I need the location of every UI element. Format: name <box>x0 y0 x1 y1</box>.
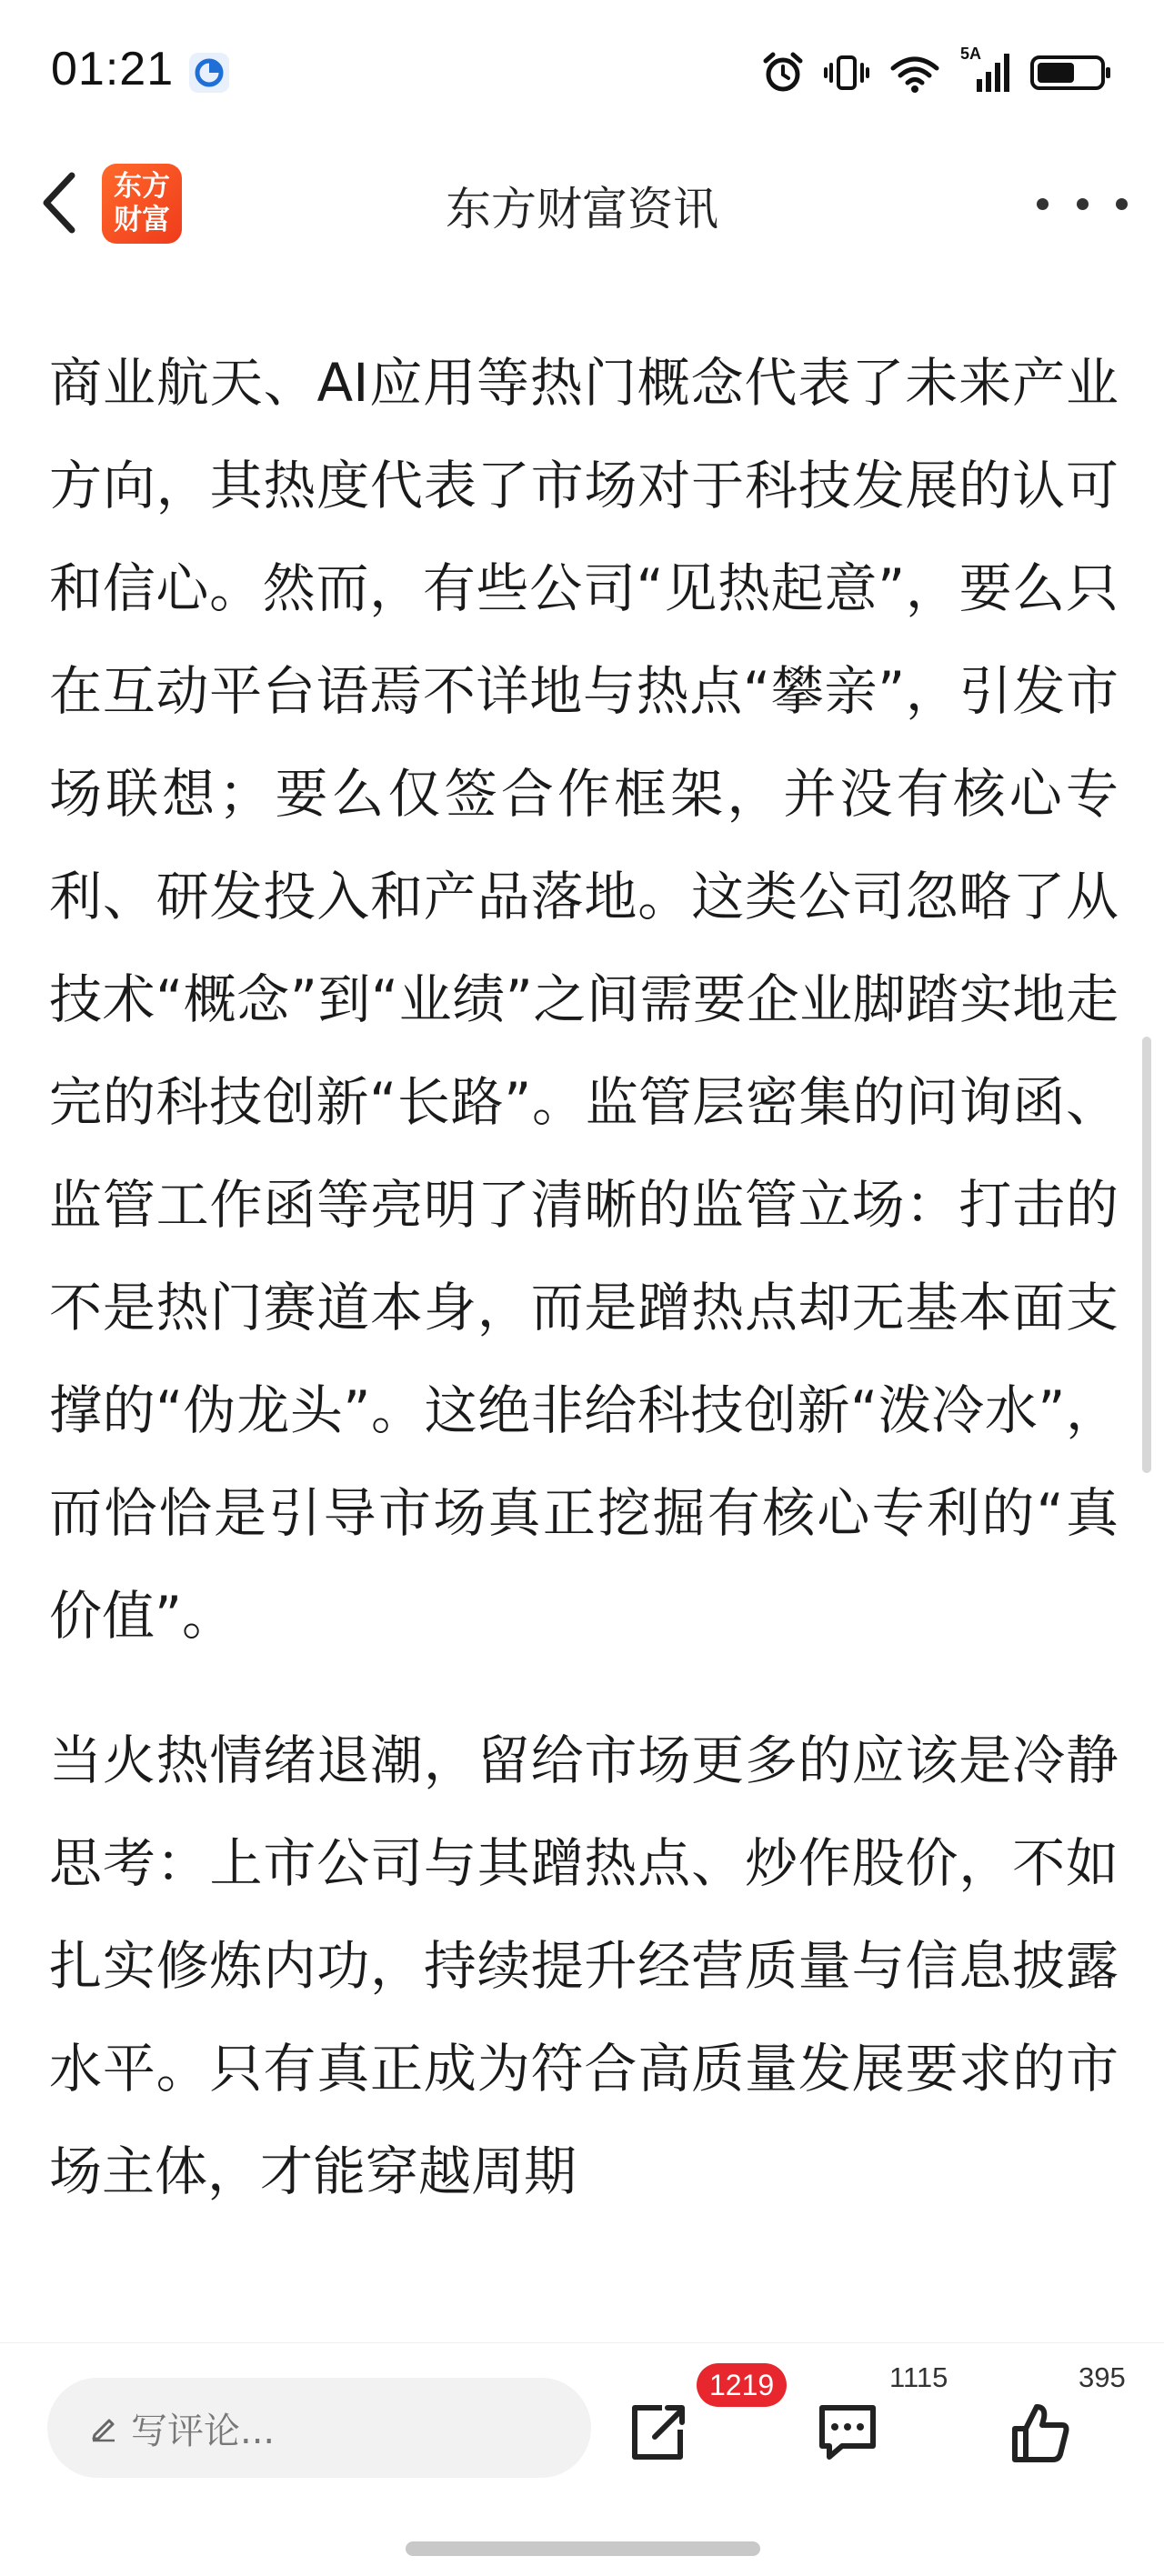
more-button[interactable] <box>1037 178 1128 229</box>
more-dots-icon <box>1037 198 1049 210</box>
status-bar <box>0 0 1164 145</box>
alarm-icon <box>760 50 806 95</box>
home-indicator[interactable] <box>406 2541 760 2556</box>
page-title: 东方财富资讯 <box>446 183 718 236</box>
comment-count: 1115 <box>889 2361 948 2393</box>
share-count-badge: 1219 <box>697 2363 787 2407</box>
share-icon <box>626 2401 689 2464</box>
comment-input[interactable] <box>47 2378 591 2478</box>
share-button[interactable] <box>621 2396 694 2469</box>
status-time: 01:21 <box>51 43 175 95</box>
comments-button[interactable] <box>811 2396 884 2469</box>
browser-app-icon <box>189 53 229 93</box>
wifi-icon <box>888 50 942 95</box>
scrollbar[interactable] <box>1142 1037 1151 1473</box>
brand-logo[interactable] <box>102 164 182 244</box>
comment-placeholder: 写评论... <box>131 2410 276 2452</box>
battery-icon <box>1029 50 1113 95</box>
thumbs-up-icon <box>1008 2400 1073 2465</box>
logo-line-1: 东方 <box>114 170 170 203</box>
logo-line-2: 财富 <box>114 204 170 236</box>
nav-bar <box>0 145 1164 260</box>
article-paragraph: 当火热情绪退潮，留给市场更多的应该是冷静思考：上市公司与其蹭热点、炒作股价，不如扎实修炼内功，持续提升经营质量与信息披露水平。只有真正成为符合高质量发展要求的市场主体，才能穿越周期 <box>49 1729 1119 2202</box>
like-count: 395 <box>1079 2361 1126 2393</box>
vibrate-icon <box>824 50 869 95</box>
pen-icon <box>85 2410 122 2446</box>
bottom-action-bar <box>0 2342 1164 2576</box>
signal-icon <box>960 45 1011 95</box>
like-button[interactable] <box>1004 2396 1077 2469</box>
network-label: 5A <box>960 45 982 63</box>
status-icons <box>760 45 1113 96</box>
comment-bubble-icon <box>815 2401 880 2464</box>
article-paragraph: 商业航天、AI应用等热门概念代表了未来产业方向，其热度代表了市场对于科技发展的认可和信心。然而，有些公司“见热起意”，要么只在互动平台语焉不详地与热点“攀亲”，引发市场联想；要么仅签合作框架，并没有核心专利、研发投入和产品落地。这类公司忽略了从技术“概念”到“业绩”之间需要企业脚踏实地走完的科技创新“长路”。监管层密集的问询函、监管工作函等亮明了清晰的监管立场：打击的不是热门赛道本身，而是蹭热点却无基本面支撑的“伪龙头”。这绝非给科技创新“泼冷水”，而恰恰是引导市场真正挖掘有核心专利的“真价值”。 <box>49 352 1119 1647</box>
article-body <box>49 352 1119 2223</box>
chevron-left-icon <box>39 170 79 236</box>
back-button[interactable] <box>27 164 91 242</box>
